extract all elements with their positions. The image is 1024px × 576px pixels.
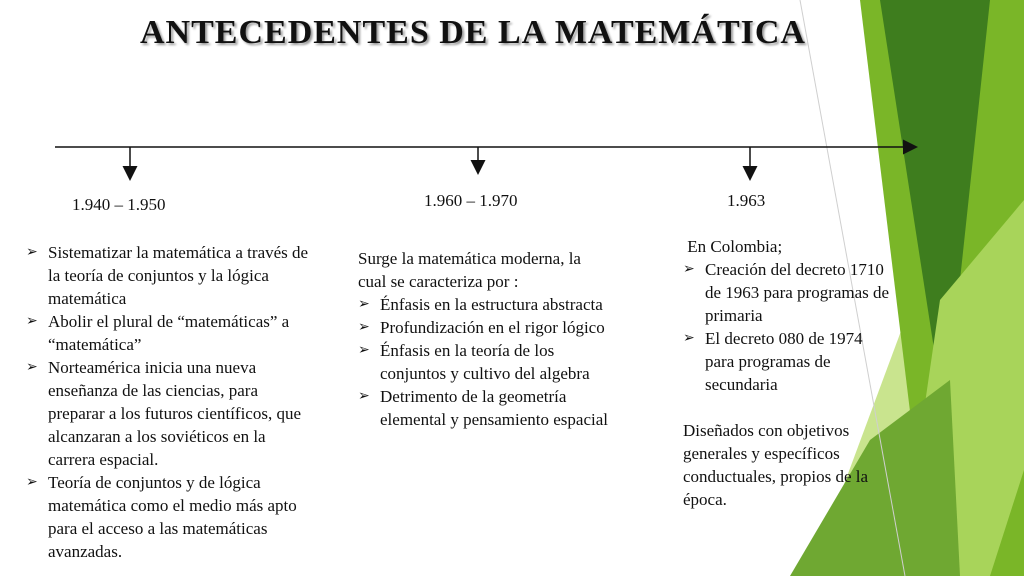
- arrow-bullet-icon: ➢: [26, 314, 38, 329]
- period-2-intro: Surge la matemática moderna, la cual se caracteriza por :: [358, 249, 581, 291]
- list-item: ➢ Detrimento de la geometría elemental y pensamiento espacial: [358, 387, 608, 429]
- list-item: ➢ El decreto 080 de 1974 para programas de secundaria: [683, 329, 863, 394]
- period-column-2: [358, 247, 608, 431]
- period-3-intro: En Colombia;: [683, 237, 783, 256]
- arrow-bullet-icon: ➢: [26, 360, 38, 375]
- period-1-list: [26, 241, 316, 563]
- period-column-3: [683, 235, 893, 511]
- list-item: ➢ Teoría de conjuntos y de lógica matemática como el medio más apto para el acceso a las matemáticas avanzadas.: [26, 473, 297, 561]
- list-item: ➢ Profundización en el rigor lógico: [358, 318, 605, 337]
- list-item: ➢ Énfasis en la teoría de los conjuntos y cultivo del algebra: [358, 341, 590, 383]
- arrow-bullet-icon: ➢: [358, 389, 370, 404]
- page-title: ANTECEDENTES DE LA MATEMÁTICA: [140, 14, 806, 51]
- arrow-bullet-icon: ➢: [26, 475, 38, 490]
- arrow-bullet-icon: ➢: [358, 320, 370, 335]
- arrow-bullet-icon: ➢: [683, 331, 695, 346]
- period-3-outro: Diseñados con objetivos generales y específicos conductuales, propios de la época.: [683, 421, 869, 509]
- period-3-list: [683, 258, 893, 396]
- list-item: ➢ Énfasis en la estructura abstracta: [358, 295, 603, 314]
- period-column-1: [26, 241, 316, 563]
- period-date-1: 1.940 – 1.950: [72, 195, 166, 214]
- arrow-bullet-icon: ➢: [358, 297, 370, 312]
- list-item: ➢ Norteamérica inicia una nueva enseñanza de las ciencias, para preparar a los futuros científicos, que alcanzaran a los soviéticos en la carrera espacial.: [26, 358, 302, 469]
- period-2-list: [358, 293, 608, 431]
- period-date-3: 1.963: [727, 191, 766, 210]
- list-item: ➢ Sistematizar la matemática a través de la teoría de conjuntos y la lógica matemática: [26, 243, 309, 308]
- list-item: ➢ Abolir el plural de “matemáticas” a “matemática”: [26, 312, 290, 354]
- arrow-bullet-icon: ➢: [26, 245, 38, 260]
- period-date-2: 1.960 – 1.970: [424, 191, 518, 210]
- list-item: ➢ Creación del decreto 1710 de 1963 para programas de primaria: [683, 260, 890, 325]
- arrow-bullet-icon: ➢: [683, 262, 695, 277]
- arrow-bullet-icon: ➢: [358, 343, 370, 358]
